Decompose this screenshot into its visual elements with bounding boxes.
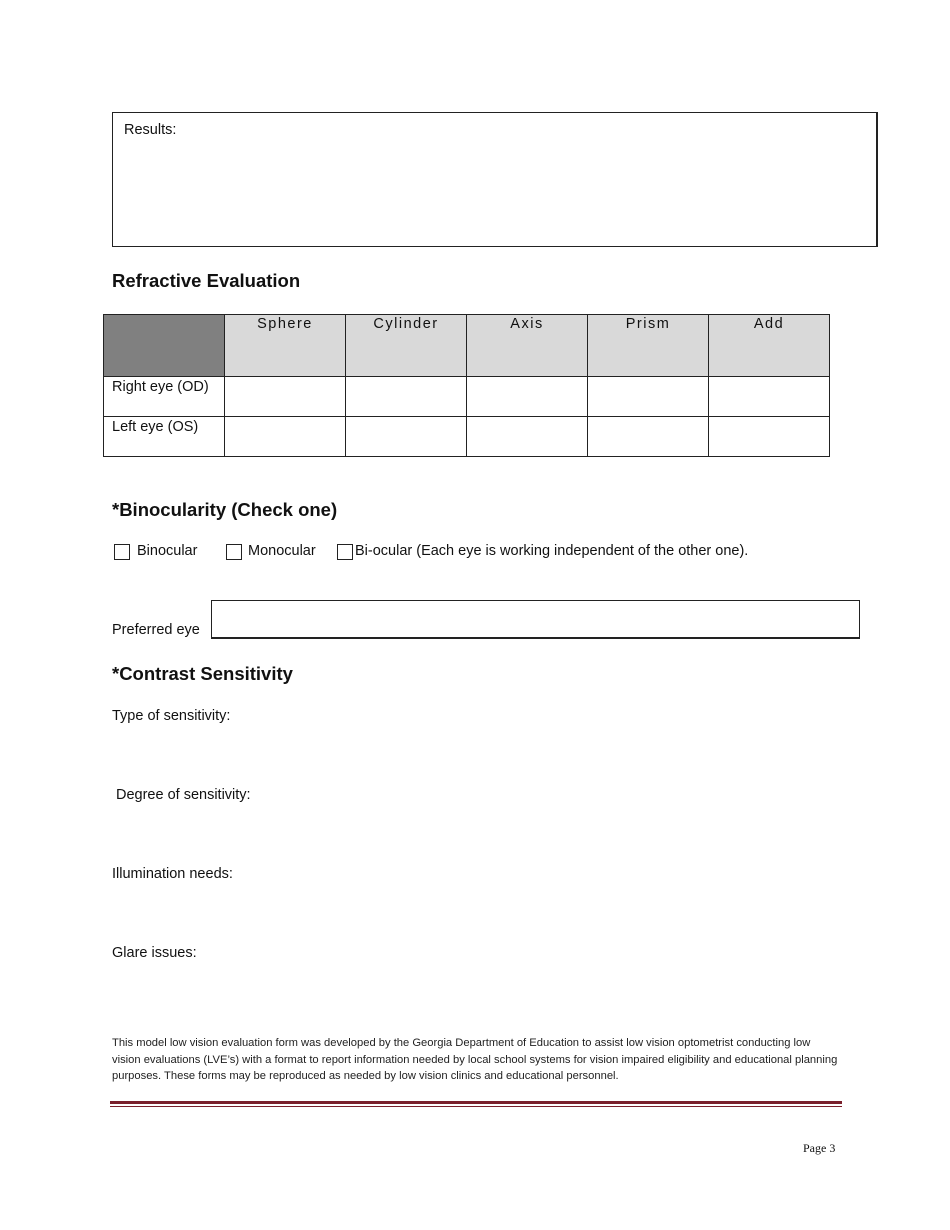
binocular-label: Binocular: [137, 543, 198, 559]
footer-rule-thin: [110, 1106, 842, 1107]
biocular-label: Bi-ocular (Each eye is working independent of the other one).: [355, 543, 749, 559]
contrast-heading: *Contrast Sensitivity: [112, 663, 293, 684]
type-of-sensitivity-label: Type of sensitivity:: [112, 708, 231, 724]
table-corner-cell: [104, 315, 225, 377]
right-eye-sphere-cell[interactable]: [225, 377, 346, 417]
monocular-label: Monocular: [248, 543, 316, 559]
right-eye-axis-cell[interactable]: [467, 377, 588, 417]
results-box[interactable]: [112, 112, 878, 247]
table-row: [104, 417, 830, 457]
left-eye-add-cell[interactable]: [709, 417, 830, 457]
column-header-axis: Axis: [467, 315, 588, 377]
preferred-eye-field[interactable]: [211, 600, 860, 639]
right-eye-add-cell[interactable]: [709, 377, 830, 417]
footer-note: This model low vision evaluation form was developed by the Georgia Department of Education to assist low vision optometrist conducting low vision evaluations (LVE’s) with a format to report information needed by local school systems for vision impaired eligibility and educational planning purposes. These forms may be reproduced as needed by low vision clinics and educational personnel.: [112, 1037, 838, 1082]
left-eye-sphere-cell[interactable]: [225, 417, 346, 457]
column-header-prism: Prism: [588, 315, 709, 377]
degree-of-sensitivity-label: Degree of sensitivity:: [116, 787, 251, 803]
left-eye-cylinder-cell[interactable]: [346, 417, 467, 457]
right-eye-prism-cell[interactable]: [588, 377, 709, 417]
binocular-checkbox[interactable]: [114, 544, 130, 560]
binocularity-heading: *Binocularity (Check one): [112, 499, 338, 520]
results-label: Results:: [124, 122, 177, 138]
row-label-left-eye: Left eye (OS): [104, 417, 225, 457]
monocular-checkbox[interactable]: [226, 544, 242, 560]
right-eye-cylinder-cell[interactable]: [346, 377, 467, 417]
glare-issues-label: Glare issues:: [112, 945, 197, 961]
refractive-heading: Refractive Evaluation: [112, 270, 301, 291]
column-header-sphere: Sphere: [225, 315, 346, 377]
footer-rule-thick: [110, 1101, 842, 1104]
table-row: [104, 377, 830, 417]
column-header-add: Add: [709, 315, 830, 377]
column-header-cylinder: Cylinder: [346, 315, 467, 377]
row-label-right-eye: Right eye (OD): [104, 377, 225, 417]
refractive-table: [103, 314, 830, 457]
page-number: Page 3: [803, 1141, 836, 1155]
refractive-header-row: [104, 315, 830, 377]
preferred-eye-label: Preferred eye: [112, 622, 200, 638]
left-eye-prism-cell[interactable]: [588, 417, 709, 457]
illumination-needs-label: Illumination needs:: [112, 866, 233, 882]
biocular-checkbox[interactable]: [337, 544, 353, 560]
left-eye-axis-cell[interactable]: [467, 417, 588, 457]
